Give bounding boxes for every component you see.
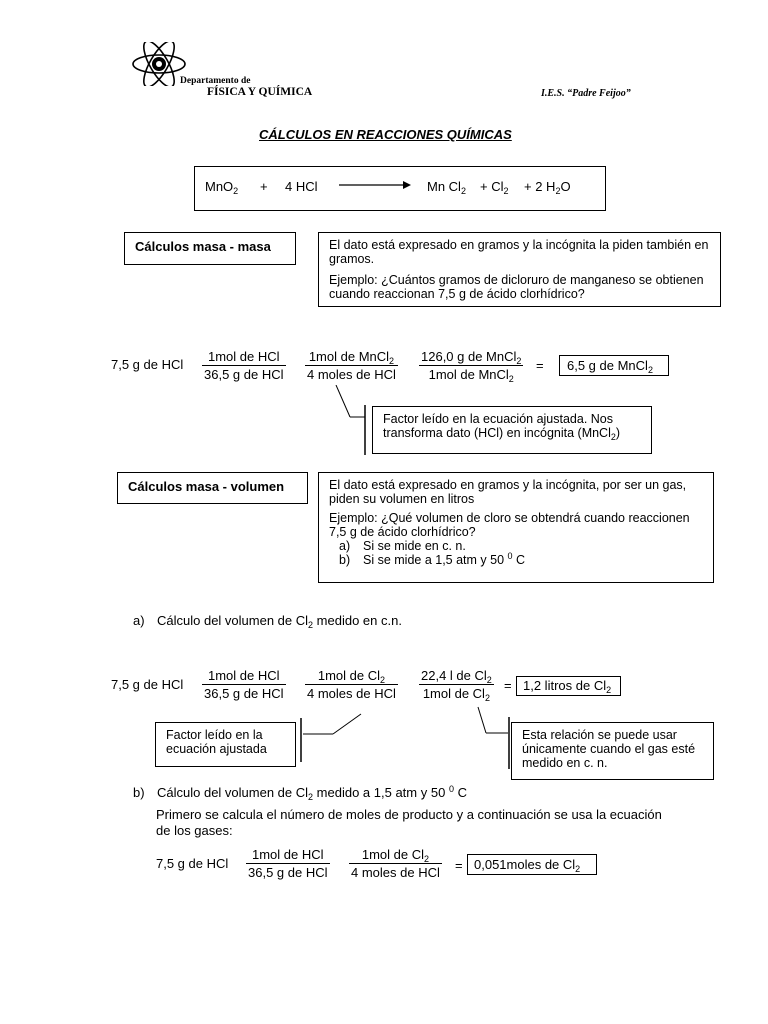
calc3-factor1: 1mol de HCl 36,5 g de HCl bbox=[248, 847, 328, 880]
section1-example: Ejemplo: ¿Cuántos gramos de dicloruro de manganeso se obtienen cuando reaccionan 7,5 g de ácido clorhídrico? bbox=[329, 273, 704, 301]
calc3-result: 0,051moles de $Cl_2$ bbox=[474, 857, 581, 874]
calc2-result-box bbox=[516, 676, 621, 696]
calc3-equals: = bbox=[455, 858, 463, 873]
calc1-callout-lines bbox=[330, 385, 375, 457]
department-name: FÍSICA Y QUÍMICA bbox=[207, 86, 313, 98]
calc2-note-left: Factor leído en la ecuación ajustada bbox=[155, 722, 296, 767]
section2-description-box bbox=[318, 472, 714, 583]
section-label-masa-masa: Cálculos masa - masa bbox=[124, 232, 296, 265]
product-cl2: + $Cl_2$ bbox=[480, 179, 509, 196]
section2-example: Ejemplo: ¿Qué volumen de cloro se obtendrá cuando reaccionen 7,5 g de ácido clorhídrico? bbox=[329, 511, 690, 539]
reaction-equation-box bbox=[194, 166, 606, 211]
reactant-hcl: 4 HCl bbox=[285, 179, 318, 194]
calc1-start: 7,5 g de HCl bbox=[111, 357, 184, 372]
section1-description: El dato está expresado en gramos y la incógnita la piden también en gramos. bbox=[329, 238, 709, 266]
calc2-start: 7,5 g de HCl bbox=[111, 677, 184, 692]
section2-item-a: a) Si se mide en c. n. bbox=[339, 539, 466, 553]
calc2-result: 1,2 litros de $Cl_2$ bbox=[523, 678, 612, 695]
section1-description-box bbox=[318, 232, 721, 307]
calc2-factor3: 22,4 l de $Cl_2$ 1mol de $Cl_2$ bbox=[421, 668, 492, 703]
plus-sign: + bbox=[260, 179, 268, 194]
page-title: CÁLCULOS EN REACCIONES QUÍMICAS bbox=[259, 127, 512, 142]
part-b-paragraph: Primero se calcula el número de moles de producto y a continuación se usa la ecuación de los gases: bbox=[156, 807, 662, 838]
product-h2o: + 2 $H_2O$ bbox=[524, 179, 571, 196]
calc1-factor1: 1mol de HCl 36,5 g de HCl bbox=[204, 349, 284, 382]
calc1-factor3: 126,0 g de MnCl$_2$ 1mol de MnCl$_2$ bbox=[421, 349, 522, 384]
department-label: Departamento de bbox=[180, 76, 251, 86]
calc2-factor2: 1mol de $Cl_2$ 4 moles de HCl bbox=[307, 668, 396, 701]
reactant-mno2: MnO$_2$ bbox=[205, 179, 239, 196]
calc2-callout-left bbox=[293, 712, 363, 764]
calc2-equals: = bbox=[504, 678, 512, 693]
school-name: I.E.S. “Padre Feijoo” bbox=[541, 88, 631, 99]
calc3-start: 7,5 g de HCl bbox=[156, 856, 229, 871]
calc1-note-box: Factor leído en la ecuación ajustada. Nos transforma dato (HCl) en incógnita (MnCl$_2$) bbox=[372, 406, 652, 454]
calc3-factor2: 1mol de $Cl_2$ 4 moles de HCl bbox=[351, 847, 440, 880]
calc1-equals: = bbox=[536, 358, 544, 373]
calc2-note-right: Esta relación se puede usar únicamente cuando el gas esté medido en c. n. bbox=[511, 722, 714, 780]
calc1-factor2: 1mol de MnCl$_2$ 4 moles de HCl bbox=[307, 349, 396, 382]
calc1-result: 6,5 g de MnCl$_2$ bbox=[567, 358, 653, 375]
reaction-arrow-icon bbox=[339, 180, 411, 190]
part-b-heading: b) Cálculo del volumen de $Cl_2$ medido a 1,5 atm y 50 $^0$ C bbox=[133, 784, 467, 802]
calc2-callout-right bbox=[476, 705, 516, 771]
part-a-heading: a) Cálculo del volumen de $Cl_2$ medido en c.n. bbox=[133, 613, 402, 630]
calc3-result-box bbox=[467, 854, 597, 875]
calc2-factor1: 1mol de HCl 36,5 g de HCl bbox=[204, 668, 284, 701]
section2-item-b: b) Si se mide a 1,5 atm y 50 $^0$ C bbox=[339, 551, 526, 567]
section-label-masa-volumen: Cálculos masa - volumen bbox=[117, 472, 308, 504]
section2-description: El dato está expresado en gramos y la incógnita, por ser un gas, piden su volumen en litros bbox=[329, 478, 687, 506]
calc1-result-box bbox=[559, 355, 669, 376]
product-mncl2: Mn $Cl_2$ bbox=[427, 179, 466, 196]
